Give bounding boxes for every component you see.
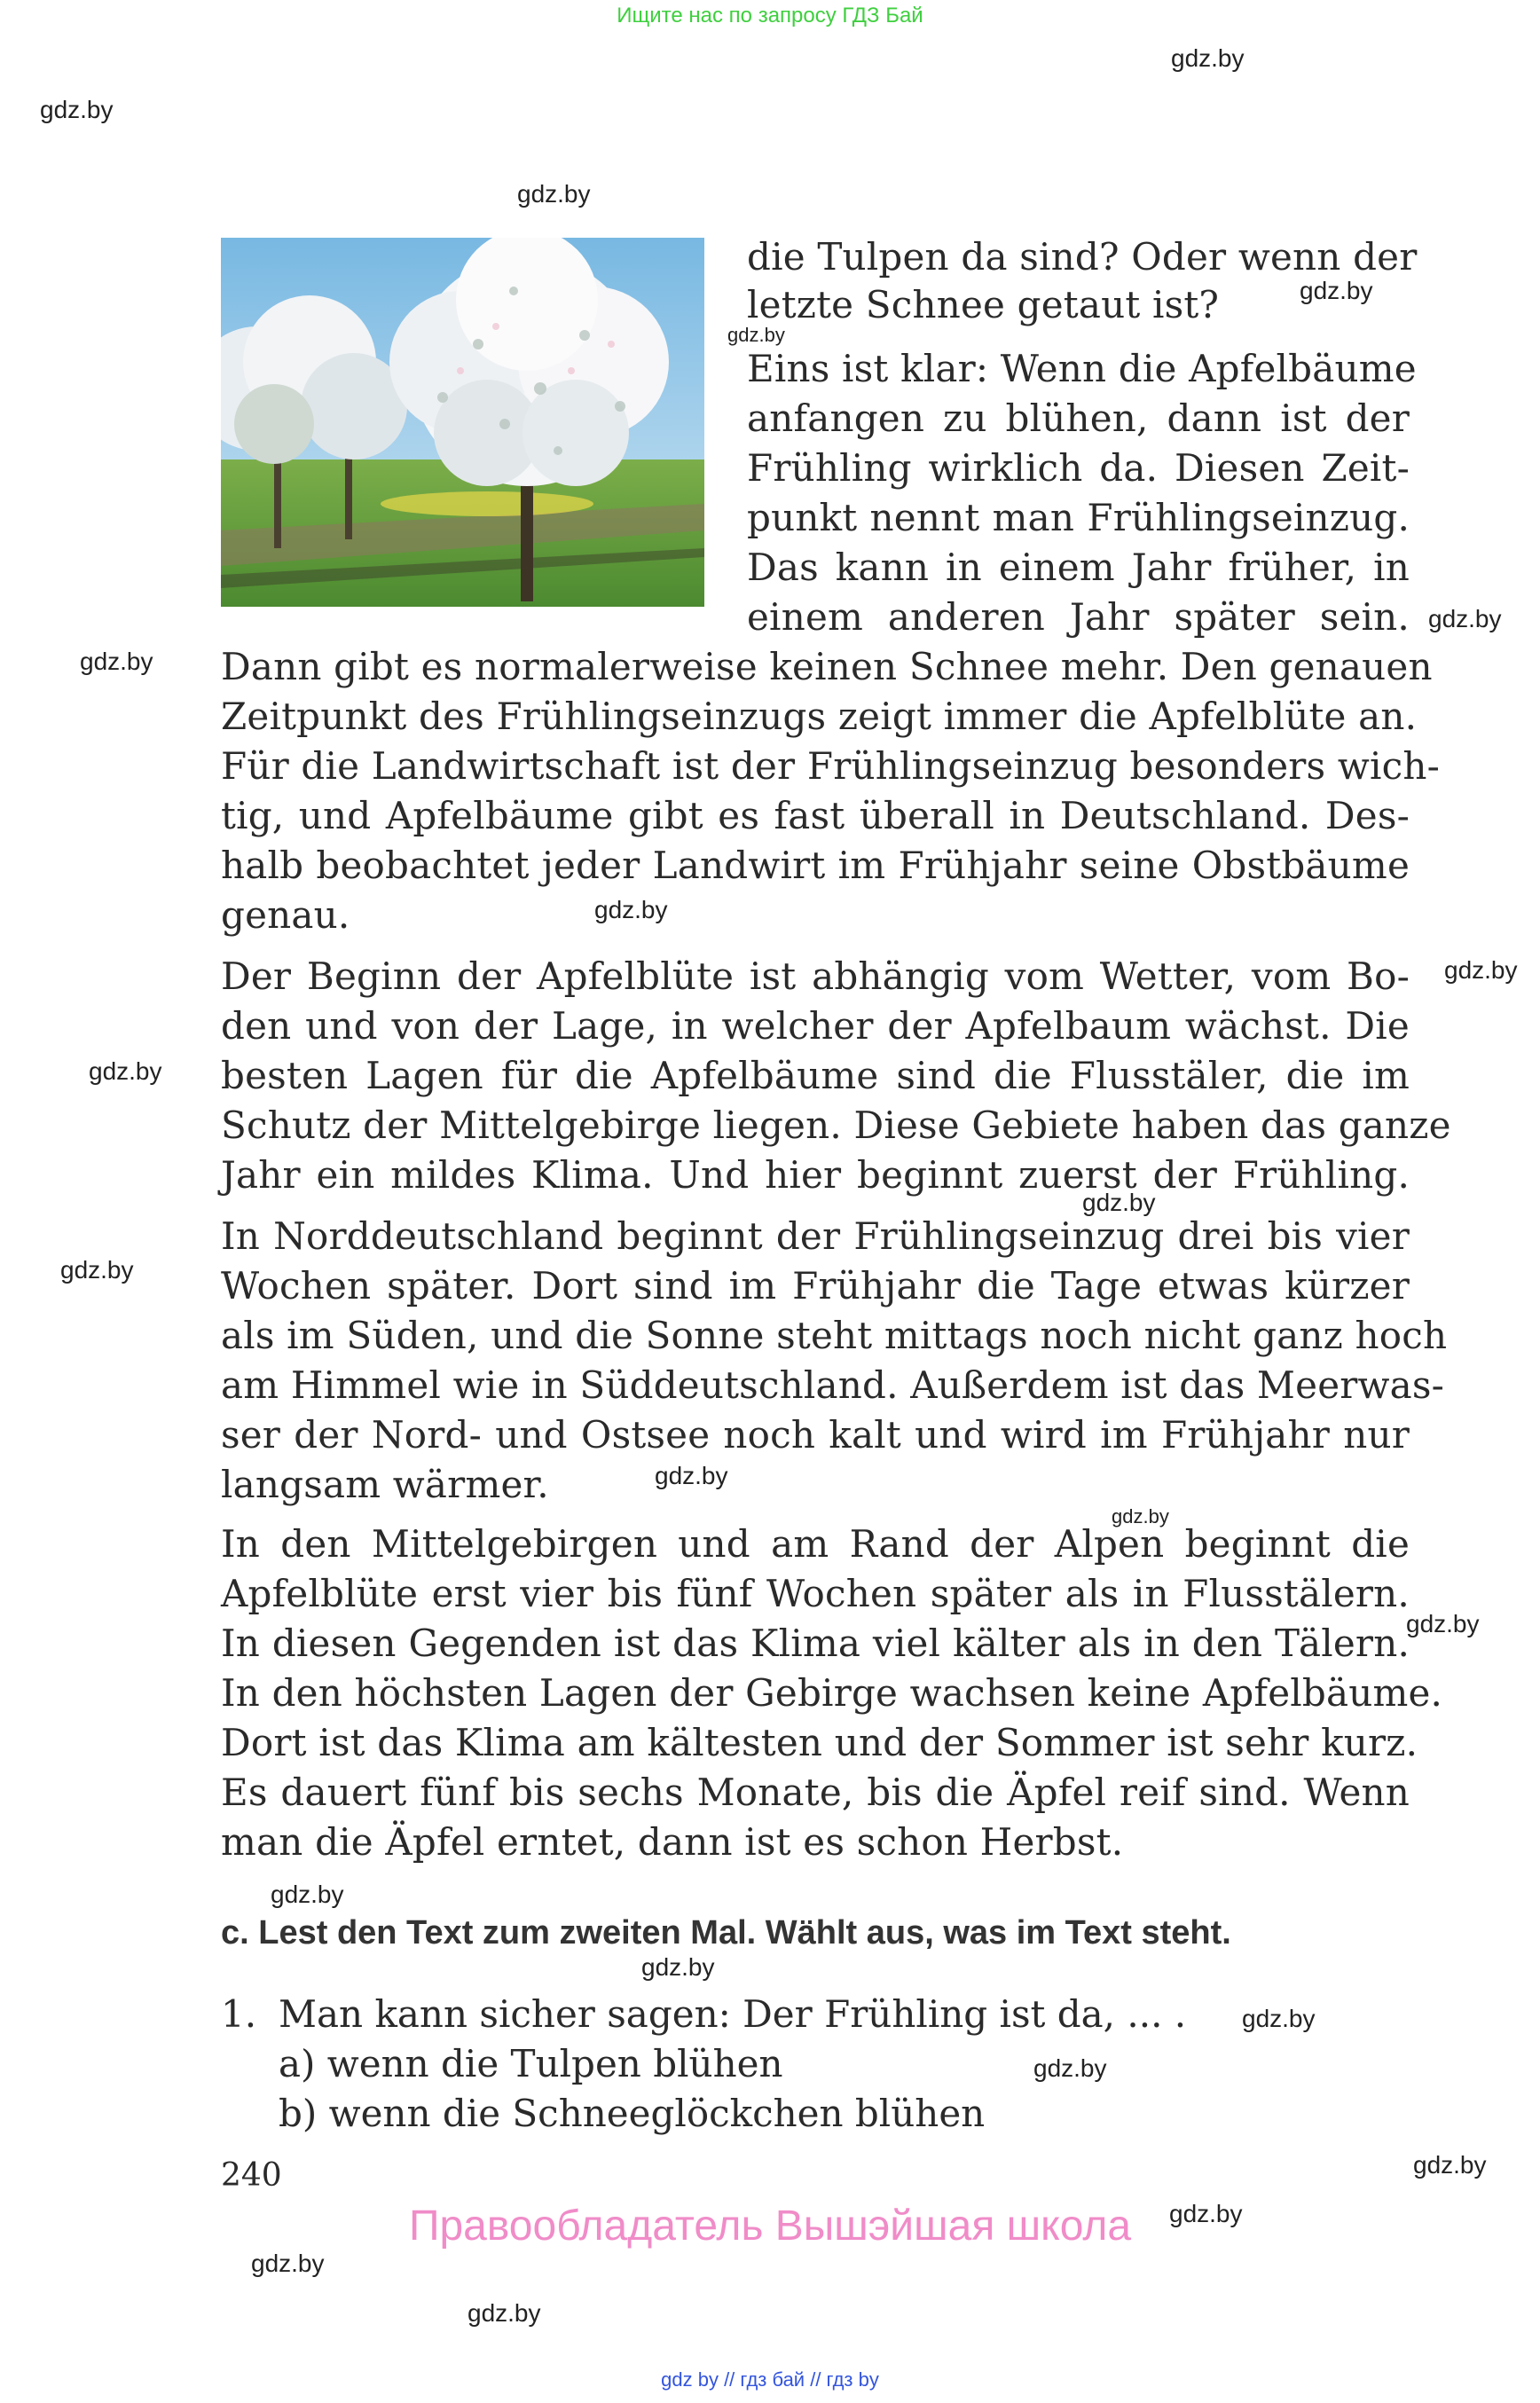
answer-option-b[interactable]: b) wenn die Schneeglöckchen blühen	[279, 2092, 986, 2135]
watermark: gdz.by	[1406, 1610, 1480, 1637]
text-line: anfangen zu blühen, dann ist der	[747, 397, 1410, 440]
text-line: einem anderen Jahr später sein.	[747, 595, 1410, 639]
text-line: In den höchsten Lagen der Gebirge wachsen keine Apfelbäume.	[221, 1671, 1443, 1715]
text-line: Wochen später. Dort sind im Frühjahr die Tage etwas kürzer	[221, 1264, 1410, 1308]
watermark: gdz.by	[40, 96, 114, 123]
question-number: 1.	[221, 1992, 257, 2036]
text-line: letzte Schnee getaut ist?	[747, 283, 1220, 326]
text-line: Es dauert fünf bis sechs Monate, bis die Äpfel reif sind. Wenn	[221, 1771, 1410, 1814]
text-line: Dort ist das Klima am kältesten und der Sommer ist sehr kurz.	[221, 1721, 1418, 1764]
question-text: Man kann sicher sagen: Der Frühling ist da, ... .	[279, 1992, 1187, 2036]
answer-option-a[interactable]: a) wenn die Tulpen blühen	[279, 2042, 783, 2085]
text-line: In diesen Gegenden ist das Klima viel kälter als in den Tälern.	[221, 1622, 1410, 1665]
top-banner: Ищите нас по запросу ГДЗ Бай	[617, 4, 923, 27]
text-line: Dann gibt es normalerweise keinen Schnee mehr. Den genauen	[221, 645, 1433, 688]
watermark: gdz.by	[655, 1462, 728, 1489]
text-line: tig, und Apfelbäume gibt es fast überall in Deutschland. Des-	[221, 794, 1410, 837]
watermark: gdz.by	[1300, 277, 1373, 304]
watermark: gdz.by	[1171, 44, 1245, 72]
watermark: gdz.by	[1112, 1505, 1169, 1527]
watermark: gdz.by	[1169, 2200, 1243, 2227]
watermark: gdz.by	[89, 1057, 162, 1085]
text-line: Frühling wirklich da. Diesen Zeit-	[747, 446, 1410, 490]
watermark: gdz.by	[1428, 605, 1502, 632]
apple-blossom-photo	[221, 238, 704, 607]
text-line: als im Süden, und die Sonne steht mittags noch nicht ganz hoch	[221, 1314, 1448, 1357]
text-line: die Tulpen da sind? Oder wenn der	[747, 235, 1418, 279]
watermark: gdz.by	[1444, 956, 1518, 984]
text-line: am Himmel wie in Süddeutschland. Außerdem ist das Meerwas-	[221, 1363, 1445, 1407]
watermark: gdz.by	[594, 896, 668, 923]
text-line: In den Mittelgebirgen und am Rand der Alpen beginnt die	[221, 1522, 1410, 1566]
text-line: Apfelblüte erst vier bis fünf Wochen später als in Flusstälern.	[221, 1572, 1410, 1615]
text-line: langsam wärmer.	[221, 1463, 549, 1506]
text-line: Für die Landwirtschaft ist der Frühlingseinzug besonders wich-	[221, 744, 1440, 788]
watermark: gdz.by	[1413, 2151, 1487, 2179]
rights-holder: Правообладатель Вышэйшая школа	[408, 2203, 1132, 2250]
text-line: den und von der Lage, in welcher der Apfelbaum wächst. Die	[221, 1004, 1410, 1048]
text-line: besten Lagen für die Apfelbäume sind die Flusstäler, die im	[221, 1054, 1410, 1097]
page-number: 240	[221, 2157, 282, 2194]
text-line: In Norddeutschland beginnt der Frühlingseinzug drei bis vier	[221, 1214, 1410, 1258]
text-line: Schutz der Mittelgebirge liegen. Diese Gebiete haben das ganze	[221, 1103, 1451, 1147]
watermark: gdz.by	[1033, 2054, 1107, 2082]
watermark: gdz.by	[517, 180, 591, 208]
watermark: gdz.by	[727, 324, 785, 346]
text-line: Eins ist klar: Wenn die Apfelbäume	[747, 347, 1417, 390]
watermark: gdz.by	[60, 1256, 134, 1284]
task-instruction: c. Lest den Text zum zweiten Mal. Wählt aus, was im Text steht.	[221, 1914, 1231, 1951]
watermark: gdz.by	[1242, 2005, 1316, 2032]
watermark: gdz.by	[641, 1953, 715, 1981]
text-line: Der Beginn der Apfelblüte ist abhängig vom Wetter, vom Bo-	[221, 954, 1410, 998]
watermark: gdz.by	[1082, 1189, 1156, 1216]
text-line: man die Äpfel erntet, dann ist es schon Herbst.	[221, 1820, 1124, 1864]
watermark: gdz.by	[80, 648, 153, 675]
text-line: punkt nennt man Frühlingseinzug.	[747, 496, 1410, 539]
footer-links[interactable]: gdz by // гдз бай // гдз by	[661, 2368, 879, 2391]
apple-trees-illustration	[221, 238, 704, 607]
text-line: Zeitpunkt des Frühlingseinzugs zeigt immer die Apfelblüte an.	[221, 695, 1418, 738]
watermark: gdz.by	[271, 1881, 344, 1908]
text-line: ser der Nord- und Ostsee noch kalt und wird im Frühjahr nur	[221, 1413, 1410, 1457]
text-line: genau.	[221, 893, 350, 937]
text-line: Das kann in einem Jahr früher, in	[747, 546, 1410, 589]
watermark: gdz.by	[251, 2250, 325, 2277]
watermark: gdz.by	[468, 2299, 541, 2327]
text-line: Jahr ein mildes Klima. Und hier beginnt zuerst der Frühling.	[221, 1153, 1410, 1197]
text-line: halb beobachtet jeder Landwirt im Frühjahr seine Obstbäume	[221, 844, 1410, 887]
